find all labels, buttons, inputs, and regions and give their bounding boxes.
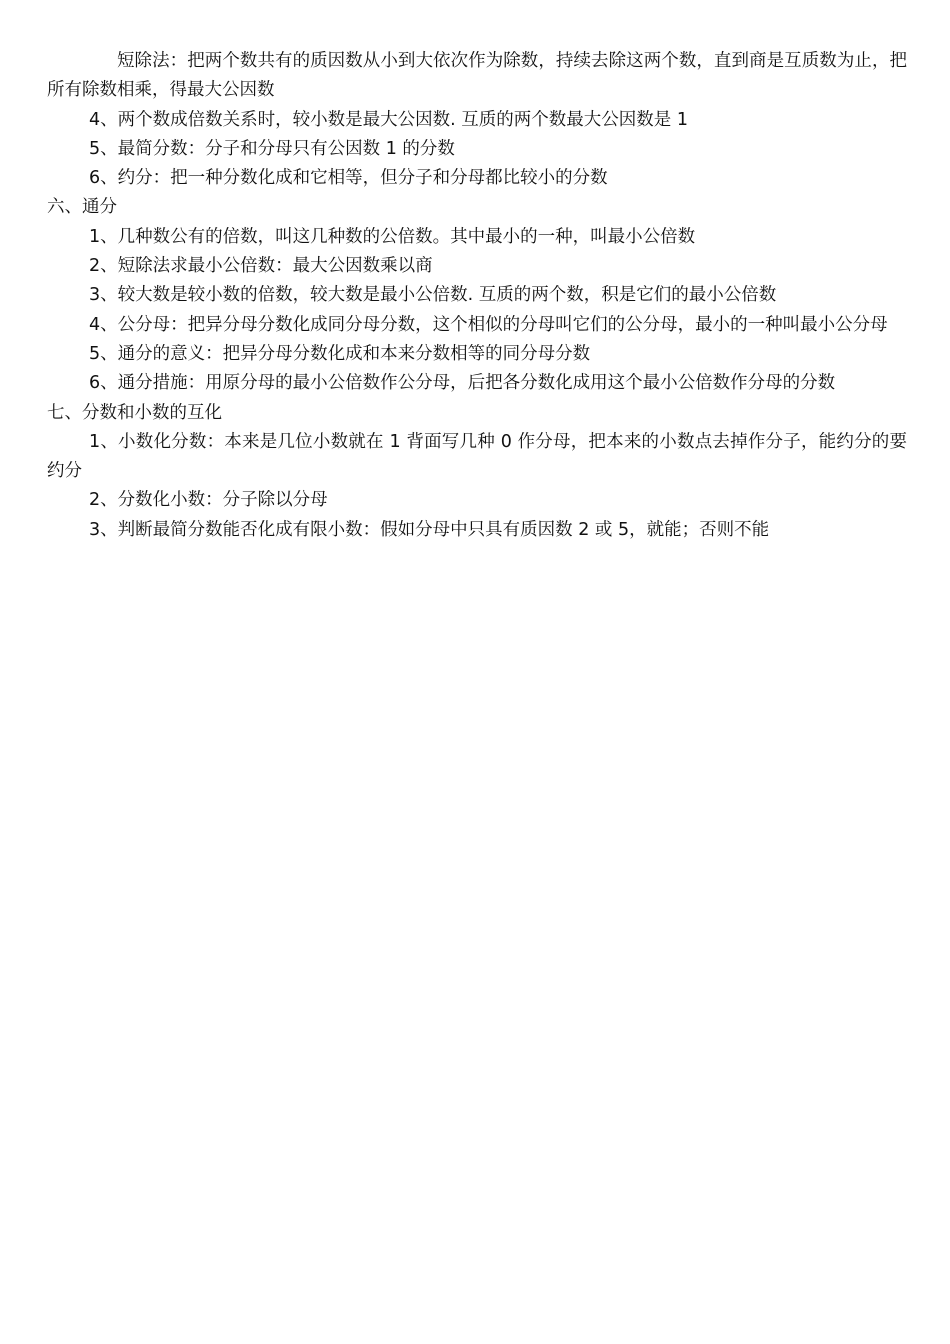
paragraph-common-multiple: 1、几种数公有的倍数，叫这几种数的公倍数。其中最小的一种，叫最小公倍数 (89, 226, 696, 247)
paragraph-decimal-to-fraction: 1、小数化分数：本来是几位小数就在 1 背面写几种 0 作分母，把本来的小数点去掉作分子，能约分的要约分 (47, 431, 907, 482)
paragraph-simplest-fraction: 5、最简分数：分子和分母只有公因数 1 的分数 (89, 138, 455, 159)
paragraph-finite-decimal-test: 3、判断最简分数能否化成有限小数：假如分母中只具有质因数 2 或 5，就能；否则不能 (89, 519, 770, 540)
paragraph-fraction-to-decimal: 2、分数化小数：分子除以分母 (89, 490, 328, 511)
paragraph-reduce-fraction: 6、约分：把一种分数化成和它相等，但分子和分母都比较小的分数 (89, 168, 608, 189)
paragraph-common-denominator-definition: 4、公分母：把异分母分数化成同分母分数，这个相似的分母叫它们的公分母，最小的一种叫最小公分母 (89, 314, 888, 335)
paragraph-short-division-lcm: 2、短除法求最小公倍数：最大公因数乘以商 (89, 256, 433, 277)
paragraph-lcm-multiple-relation: 3、较大数是较小数的倍数，较大数是最小公倍数. 互质的两个数，积是它们的最小公倍数 (89, 285, 777, 306)
paragraph-short-division-gcd: 短除法：把两个数共有的质因数从小到大依次作为除数，持续去除这两个数，直到商是互质数为止，把所有除数相乘，得最大公因数 (47, 51, 907, 101)
section-heading-common-denominator: 六、通分 (47, 197, 117, 218)
paragraph-common-denominator-method: 6、通分措施：用原分母的最小公倍数作公分母，后把各分数化成用这个最小公倍数作分母的分数 (89, 373, 836, 394)
document-page (47, 47, 907, 545)
paragraph-gcd-multiple-relation: 4、两个数成倍数关系时，较小数是最大公因数. 互质的两个数最大公因数是 1 (89, 109, 688, 130)
paragraph-common-denominator-meaning: 5、通分的意义：把异分母分数化成和本来分数相等的同分母分数 (89, 343, 591, 364)
section-heading-fraction-decimal: 七、分数和小数的互化 (47, 402, 222, 423)
